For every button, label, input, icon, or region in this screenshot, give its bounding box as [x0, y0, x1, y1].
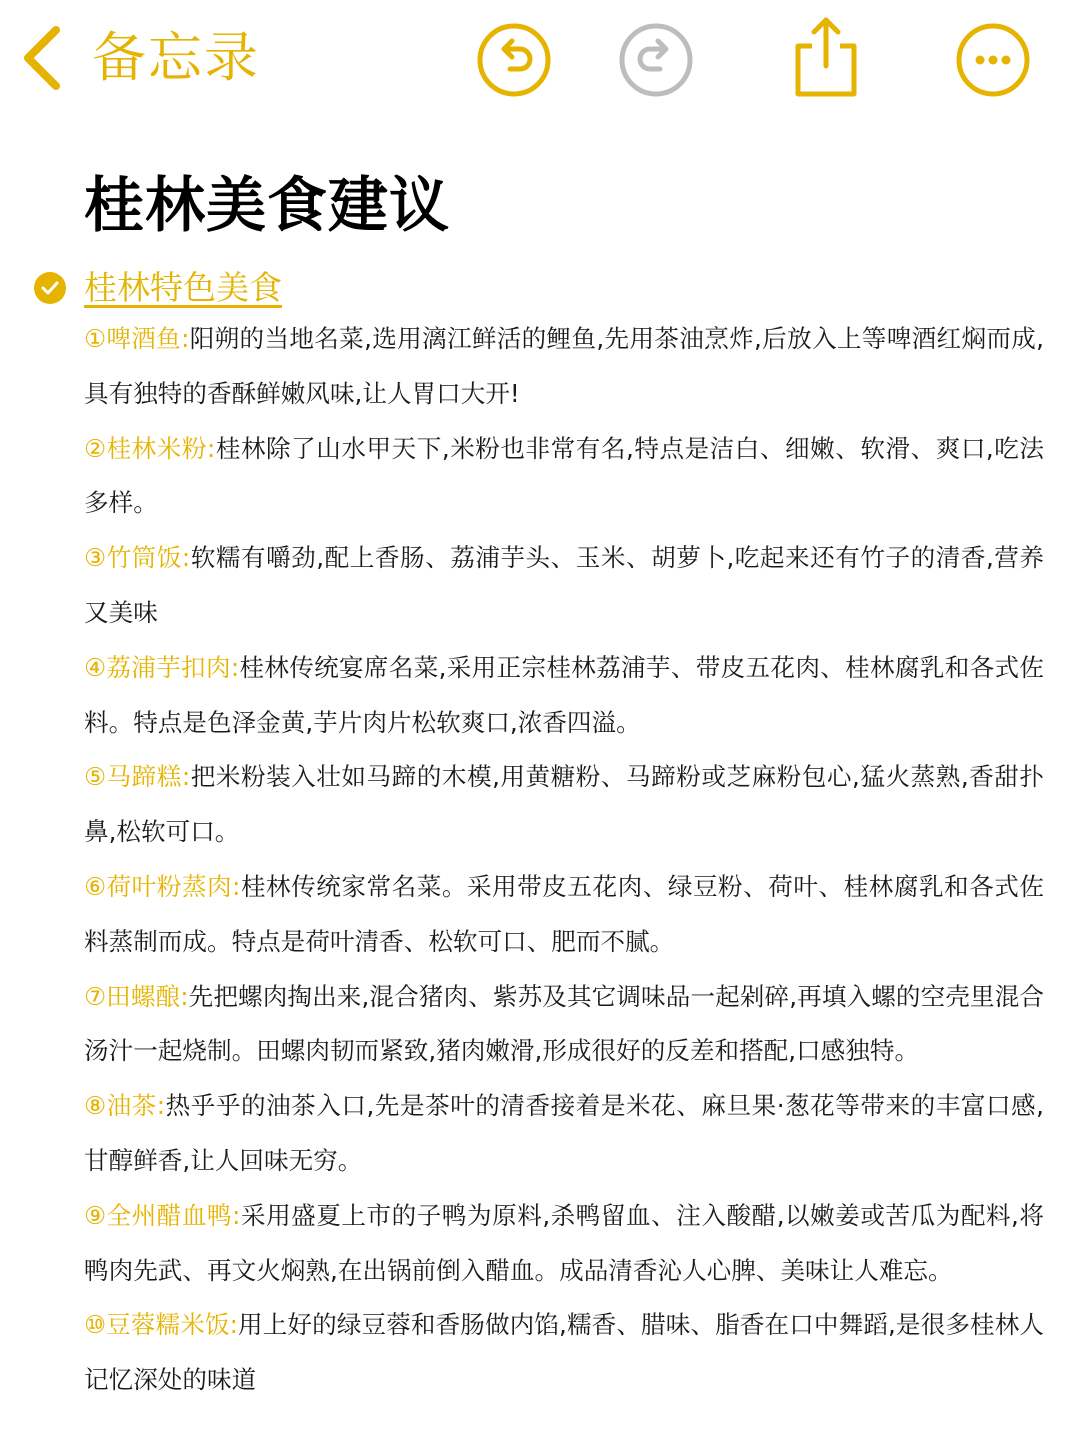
item-name: ⑥荷叶粉蒸肉: [84, 871, 241, 901]
back-label: 备忘录 [92, 26, 260, 89]
item-description: 阳朔的当地名菜,选用漓江鲜活的鲤鱼,先用茶油烹炸,后放入上等啤酒红焖而成,具有独特的香酥鲜嫩风味,让人胃口大开! [84, 324, 1044, 408]
list-item [84, 1079, 1044, 1189]
list-item [84, 970, 1044, 1080]
item-name: ⑧油茶: [84, 1091, 166, 1121]
list-item [84, 641, 1044, 751]
more-button[interactable] [955, 22, 1031, 98]
item-name: ⑤马蹄糕: [84, 762, 191, 792]
item-description: 先把螺肉掏出来,混合猪肉、紫苏及其它调味品一起剁碎,再填入螺的空壳里混合汤汁一起烧制。田螺肉韧而紧致,猪肉嫩滑,形成很好的反差和搭配,口感独特。 [84, 981, 1044, 1066]
undo-button[interactable] [476, 22, 552, 98]
food-list [84, 312, 1044, 1408]
item-description: 采用盛夏上市的子鸭为原料,杀鸭留血、注入酸醋,以嫩姜或苦瓜为配料,将鸭肉先武、再文火焖熟,在出锅前倒入醋血。成品清香沁人心脾、美味让人难忘。 [84, 1200, 1044, 1285]
more-icon [955, 22, 1031, 98]
item-name: ⑨全州醋血鸭: [84, 1200, 241, 1230]
item-name: ⑩豆蓉糯米饭: [84, 1310, 238, 1340]
item-name: ①啤酒鱼: [84, 324, 190, 353]
back-button[interactable] [20, 18, 260, 98]
list-item [84, 531, 1044, 641]
list-item [84, 860, 1044, 970]
list-item [84, 1298, 1044, 1408]
undo-icon [476, 22, 552, 98]
section-title: 桂林特色美食 [84, 268, 282, 307]
share-button[interactable] [788, 14, 864, 90]
redo-button[interactable] [618, 22, 694, 98]
item-name: ②桂林米粉: [84, 433, 216, 463]
checkmark-icon[interactable] [34, 272, 66, 304]
redo-icon [618, 22, 694, 98]
item-name: ③竹筒饭: [84, 543, 191, 573]
list-item [84, 1189, 1044, 1299]
item-description: 软糯有嚼劲,配上香肠、荔浦芋头、玉米、胡萝卜,吃起来还有竹子的清香,营养又美味 [84, 543, 1044, 627]
list-item [84, 750, 1044, 860]
section-header [34, 268, 282, 308]
item-description: 热乎乎的油茶入口,先是茶叶的清香接着是米花、麻旦果·葱花等带来的丰富口感,甘醇鲜香,让人回味无穷。 [84, 1091, 1044, 1175]
list-item [84, 312, 1044, 422]
item-description: 用上好的绿豆蓉和香肠做内馅,糯香、腊味、脂香在口中舞蹈,是很多桂林人记忆深处的味道 [84, 1310, 1044, 1395]
note-title: 桂林美食建议 [84, 171, 450, 241]
item-description: 桂林传统宴席名菜,采用正宗桂林荔浦芋、带皮五花肉、桂林腐乳和各式佐料。特点是色泽金黄,芋片肉片松软爽口,浓香四溢。 [84, 652, 1044, 737]
item-description: 桂林除了山水甲天下,米粉也非常有名,特点是洁白、细嫩、软滑、爽口,吃法多样。 [84, 433, 1044, 518]
chevron-left-icon [20, 24, 64, 92]
list-item [84, 422, 1044, 532]
share-icon [788, 14, 864, 98]
item-description: 桂林传统家常名菜。采用带皮五花肉、绿豆粉、荷叶、桂林腐乳和各式佐料蒸制而成。特点是荷叶清香、松软可口、肥而不腻。 [84, 871, 1044, 956]
toolbar [0, 0, 1080, 120]
item-description: 把米粉装入壮如马蹄的木模,用黄糖粉、马蹄粉或芝麻粉包心,猛火蒸熟,香甜扑鼻,松软可口。 [84, 762, 1044, 847]
item-name: ⑦田螺酿: [84, 981, 189, 1011]
item-name: ④荔浦芋扣肉: [84, 652, 240, 682]
